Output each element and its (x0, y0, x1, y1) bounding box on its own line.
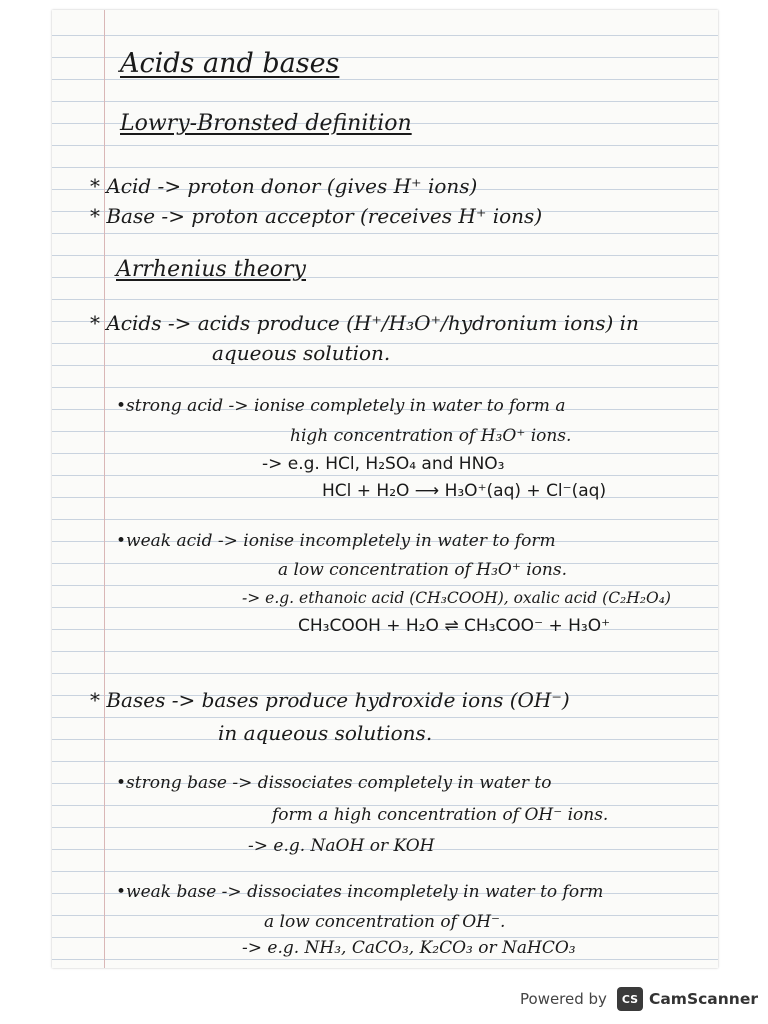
strong-acid-equation: HCl + H₂O ⟶ H₃O⁺(aq) + Cl⁻(aq) (322, 481, 607, 501)
margin-line (104, 10, 105, 968)
bases-arrhenius-line1: * Bases -> bases produce hydroxide ions (OH⁻) (90, 688, 570, 712)
weak-acid-line1: •weak acid -> ionise incompletely in water to form (116, 531, 556, 551)
scanner-watermark (520, 983, 760, 1015)
page-title: Acids and bases (120, 48, 340, 79)
camscanner-logo-icon: CS (617, 987, 643, 1011)
acids-arrhenius-line2: aqueous solution. (212, 341, 391, 365)
base-definition: * Base -> proton acceptor (receives H⁺ ions) (90, 204, 543, 228)
strong-acid-line2: high concentration of H₃O⁺ ions. (290, 426, 572, 446)
strong-base-line1: •strong base -> dissociates completely in water to (116, 773, 552, 793)
strong-acid-examples: -> e.g. HCl, H₂SO₄ and HNO₃ (262, 454, 505, 474)
bases-arrhenius-line2: in aqueous solutions. (218, 721, 433, 745)
weak-acid-examples: -> e.g. ethanoic acid (CH₃COOH), oxalic acid (C₂H₂O₄) (242, 589, 671, 607)
notebook-page (52, 10, 718, 968)
strong-acid-line1: •strong acid -> ionise completely in water to form a (116, 396, 566, 416)
arrhenius-heading: Arrhenius theory (116, 257, 306, 282)
camscanner-brand: CamScanner (648, 990, 758, 1008)
weak-base-line1: •weak base -> dissociates incompletely in water to form (116, 882, 604, 902)
acids-arrhenius-line1: * Acids -> acids produce (H⁺/H₃O⁺/hydronium ions) in (90, 311, 639, 335)
strong-base-examples: -> e.g. NaOH or KOH (248, 836, 435, 856)
weak-acid-equation: CH₃COOH + H₂O ⇌ CH₃COO⁻ + H₃O⁺ (298, 616, 611, 636)
weak-acid-line2: a low concentration of H₃O⁺ ions. (278, 560, 567, 580)
strong-base-line2: form a high concentration of OH⁻ ions. (272, 805, 609, 825)
lowry-bronsted-heading: Lowry-Bronsted definition (120, 111, 412, 136)
weak-base-examples: -> e.g. NH₃, CaCO₃, K₂CO₃ or NaHCO₃ (242, 938, 576, 958)
weak-base-line2: a low concentration of OH⁻. (264, 912, 506, 932)
acid-definition: * Acid -> proton donor (gives H⁺ ions) (90, 174, 478, 198)
powered-by-label: Powered by (520, 990, 607, 1008)
